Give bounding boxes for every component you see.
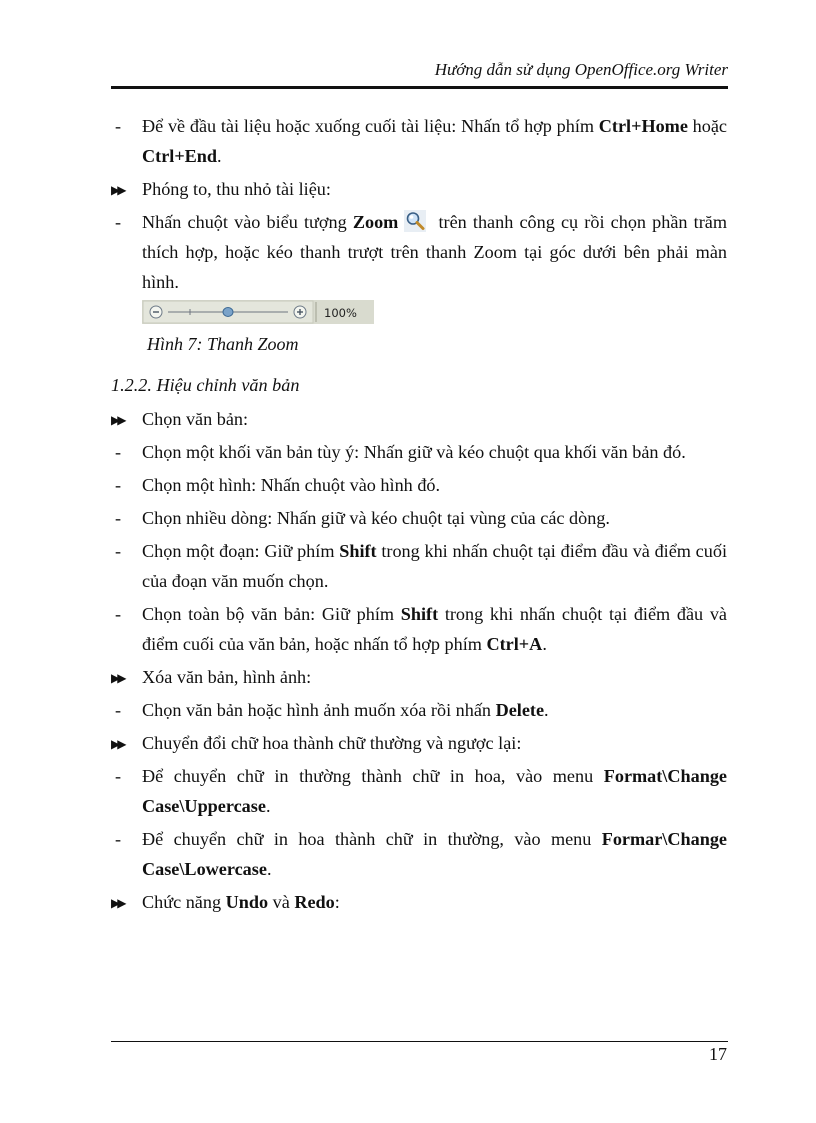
list-item-select-all bbox=[111, 599, 727, 659]
dash-bullet: - bbox=[115, 475, 122, 495]
double-arrow-bullet-icon: ▶▶ bbox=[111, 737, 124, 751]
item-text: hoặc bbox=[687, 116, 727, 136]
zoom-bar-figure bbox=[142, 300, 374, 324]
item-text: Để chuyển chữ in thường thành chữ in hoa, vào menu bbox=[142, 766, 604, 786]
item-text: và bbox=[268, 892, 295, 912]
item-text: Chọn một đoạn: Giữ phím bbox=[142, 541, 340, 561]
item-text: trên thanh công cụ rồi chọn phần trăm thích hợp, hoặc kéo thanh trượt trên thanh Zoom tại góc dưới bên phải màn hình. bbox=[142, 212, 727, 292]
figure-caption: Hình 7: Thanh Zoom bbox=[147, 334, 299, 354]
menu-path-lowercase: Formar\Change Case\Lowercase bbox=[142, 829, 727, 879]
item-text: Để về đầu tài liệu hoặc xuống cuối tài liệu: Nhấn tổ hợp phím bbox=[142, 116, 599, 136]
key-shift: Shift bbox=[339, 541, 377, 561]
dash-bullet: - bbox=[115, 508, 122, 528]
item-text: . bbox=[542, 634, 547, 654]
dash-bullet: - bbox=[115, 116, 122, 136]
list-item-select-paragraph bbox=[111, 536, 727, 596]
item-text: . bbox=[217, 146, 222, 166]
zoom-out-icon bbox=[150, 306, 162, 318]
list-item-select-text-heading bbox=[111, 404, 727, 434]
zoom-in-icon bbox=[294, 306, 306, 318]
shortcut-ctrl-end: Ctrl+End bbox=[142, 146, 218, 166]
item-text: : bbox=[334, 892, 340, 912]
page-number: 17 bbox=[709, 1044, 727, 1064]
list-item-zoom-heading bbox=[111, 174, 727, 204]
zoom-slider-thumb[interactable] bbox=[223, 308, 233, 317]
item-text: trong khi nhấn chuột tại điểm đầu và điểm cuối của văn bản, hoặc nhấn tổ hợp phím bbox=[142, 604, 727, 654]
zoom-magnifier-icon bbox=[404, 210, 426, 232]
zoom-bar-graphic bbox=[142, 300, 374, 324]
section-heading: 1.2.2. Hiệu chỉnh văn bản bbox=[111, 375, 300, 395]
item-text: Chọn một hình: Nhấn chuột vào hình đó. bbox=[142, 475, 441, 495]
shortcut-ctrl-a: Ctrl+A bbox=[486, 634, 543, 654]
item-text: Chọn văn bản: bbox=[142, 409, 249, 429]
double-arrow-bullet-icon: ▶▶ bbox=[111, 183, 124, 197]
key-delete: Delete bbox=[495, 700, 545, 720]
list-item-undo-redo-heading bbox=[111, 887, 727, 917]
shortcut-ctrl-home: Ctrl+Home bbox=[598, 116, 688, 136]
item-text: . bbox=[266, 859, 272, 879]
item-text: Chọn văn bản hoặc hình ảnh muốn xóa rồi nhấn bbox=[142, 700, 496, 720]
list-item-delete-heading bbox=[111, 662, 727, 692]
footer-divider bbox=[111, 1041, 728, 1042]
list-item-lowercase bbox=[111, 824, 727, 884]
dash-bullet: - bbox=[115, 541, 122, 561]
document-body bbox=[111, 111, 727, 920]
redo-label: Redo bbox=[294, 892, 335, 912]
item-text: Chọn nhiều dòng: Nhấn giữ và kéo chuột tại vùng của các dòng. bbox=[142, 508, 610, 528]
dash-bullet: - bbox=[115, 829, 122, 849]
double-arrow-bullet-icon: ▶▶ bbox=[111, 896, 124, 910]
item-text: Chọn một khối văn bản tùy ý: Nhấn giữ và kéo chuột qua khối văn bản đó. bbox=[142, 442, 686, 462]
dash-bullet: - bbox=[115, 604, 122, 624]
menu-path-uppercase: Format\Change Case\Uppercase bbox=[142, 766, 727, 816]
page-header-title: Hướng dẫn sử dụng OpenOffice.org Writer bbox=[434, 60, 728, 79]
item-text: trong khi nhấn chuột tại điểm đầu và điểm cuối của đoạn văn muốn chọn. bbox=[142, 541, 728, 591]
list-item-select-image bbox=[111, 470, 727, 500]
double-arrow-bullet-icon: ▶▶ bbox=[111, 413, 124, 427]
list-item-uppercase bbox=[111, 761, 727, 821]
dash-bullet: - bbox=[115, 700, 122, 720]
item-text: Xóa văn bản, hình ảnh: bbox=[142, 667, 312, 687]
zoom-percent-label: 100% bbox=[324, 306, 357, 320]
list-item-delete-instructions bbox=[111, 695, 727, 725]
header-divider bbox=[111, 86, 728, 89]
list-item-goto-start-end bbox=[111, 111, 727, 171]
list-item-case-heading bbox=[111, 728, 727, 758]
double-arrow-bullet-icon: ▶▶ bbox=[111, 671, 124, 685]
item-text: . bbox=[544, 700, 549, 720]
list-item-zoom-instructions bbox=[111, 207, 727, 297]
item-text: Phóng to, thu nhỏ tài liệu: bbox=[142, 179, 331, 199]
dash-bullet: - bbox=[115, 212, 122, 232]
item-text: . bbox=[265, 796, 271, 816]
list-item-select-block bbox=[111, 437, 727, 467]
key-shift: Shift bbox=[400, 604, 439, 624]
item-text: Để chuyển chữ in hoa thành chữ in thường, vào menu bbox=[142, 829, 602, 849]
zoom-label: Zoom bbox=[352, 212, 399, 232]
dash-bullet: - bbox=[115, 442, 122, 462]
item-text: Chuyển đổi chữ hoa thành chữ thường và ngược lại: bbox=[142, 733, 522, 753]
undo-label: Undo bbox=[225, 892, 269, 912]
list-item-select-lines bbox=[111, 503, 727, 533]
dash-bullet: - bbox=[115, 766, 122, 786]
item-text: Chức năng bbox=[142, 892, 226, 912]
item-text: Chọn toàn bộ văn bản: Giữ phím bbox=[142, 604, 401, 624]
item-text: Nhấn chuột vào biểu tượng bbox=[142, 212, 353, 232]
